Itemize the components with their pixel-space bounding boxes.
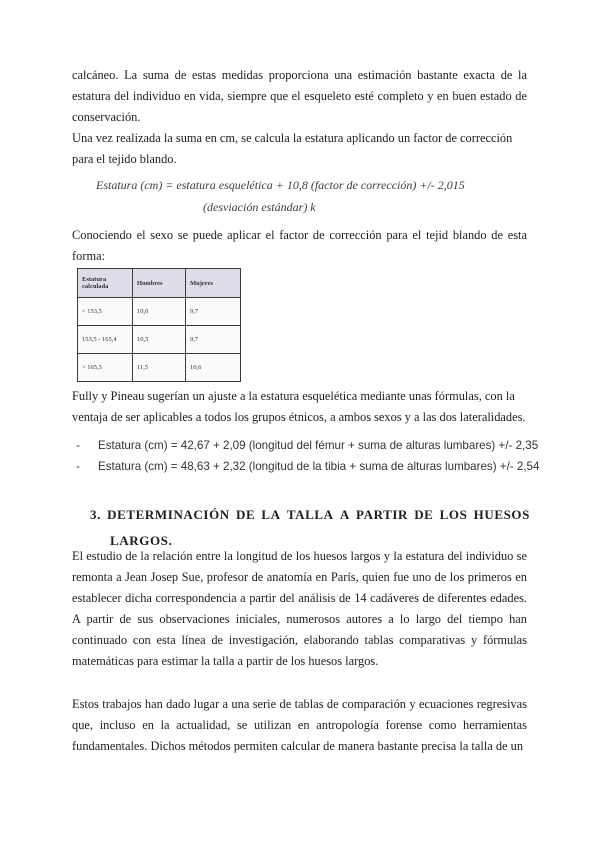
bullet-dash: - (76, 439, 80, 452)
heading-word: LA (261, 507, 281, 522)
table-header-cell: Mujeres (186, 269, 241, 298)
formula-line-1: Estatura (cm) = estatura esquelética + 10,8 (factor de corrección) +/- 2,015 (96, 178, 465, 192)
formula-line-2: (desviación estándar) k (203, 200, 316, 214)
table-cell: < 153,5 (78, 298, 133, 326)
bullet-femur-formula (76, 439, 538, 452)
table-cell: 153,5 - 165,4 (78, 326, 133, 354)
section-number: 3. (90, 507, 101, 522)
paragraph-regression-tables: Estos trabajos han dado lugar a una serie de tablas de comparación y ecuaciones regresivas que, incluso en la actualidad, se utilizan en antropología forense como herramientas fundamentales. Dichos métodos permiten calcular de manera bastante precisa la talla de un (72, 697, 527, 753)
paragraph-fully-pineau: Fully y Pineau sugerían un ajuste a la estatura esquelética mediante unas fórmulas, con la ventaja de ser aplicables a todos los grupos étnicos, a ambos sexos y a las dos lateralidades. (72, 389, 526, 424)
bullet-text: Estatura (cm) = 42,67 + 2,09 (longitud del fémur + suma de alturas lumbares) +/- 2,35 (98, 439, 539, 452)
table-cell: 10,0 (133, 298, 186, 326)
bullet-tibia-formula (76, 460, 539, 473)
paragraph-long-bones: El estudio de la relación entre la longitud de los huesos largos y la estatura del individuo se remonta a Jean Josep Sue, profesor de anatomía en París, quien fue uno de los primeros en establecer dicha correspondencia a partir del análisis de 14 cadáveres de diferentes edades. A partir de sus observaciones iniciales, numerosos autores a lo largo del tiempo han continuado con esta línea de investigación, elaborando tablas comparativas y fórmulas matemáticas para estimar la talla a partir de los huesos largos. (72, 549, 527, 668)
heading-word: PARTIR (356, 507, 409, 522)
table-cell: 9,7 (186, 326, 241, 354)
bullet-text: Estatura (cm) = 48,63 + 2,32 (longitud de la tibia + suma de alturas lumbares) +/- 2,54 (98, 460, 540, 473)
section-heading-line-2: LARGOS. (110, 533, 173, 548)
table-header-row (78, 269, 241, 298)
table-cell: 9,7 (186, 298, 241, 326)
table-cell: 10,5 (133, 326, 186, 354)
table-row (78, 298, 241, 326)
heading-word: DETERMINACIÓN (107, 507, 230, 522)
heading-word: DE (235, 507, 256, 522)
heading-word: TALLA (286, 507, 334, 522)
paragraph-correction-factor: Una vez realizada la suma en cm, se calcula la estatura aplicando un factor de corrección para el tejido blando. (72, 131, 513, 166)
table-cell: 10,6 (186, 354, 241, 382)
bullet-dash: - (76, 460, 80, 473)
table-row (78, 326, 241, 354)
section-heading-line-1 (90, 502, 530, 528)
heading-word: HUESOS (473, 507, 530, 522)
heading-word: A (339, 507, 350, 522)
paragraph-sex-correction: Conociendo el sexo se puede aplicar el factor de corrección para el tejid blando de esta forma: (72, 228, 527, 263)
table-cell: 11,5 (133, 354, 186, 382)
paragraph-calcaneo: calcáneo. La suma de estas medidas proporciona una estimación bastante exacta de la estatura del individuo en vida, siempre que el esqueleto esté completo y en buen estado de conservación. (72, 68, 527, 124)
table-row (78, 354, 241, 382)
heading-word: DE (414, 507, 434, 522)
table-cell: > 165,5 (78, 354, 133, 382)
table-header-cell: Hombres (133, 269, 186, 298)
stature-correction-table (77, 268, 241, 382)
table-header-cell: Estatura calculada (78, 269, 133, 298)
heading-word: LOS (439, 507, 468, 522)
